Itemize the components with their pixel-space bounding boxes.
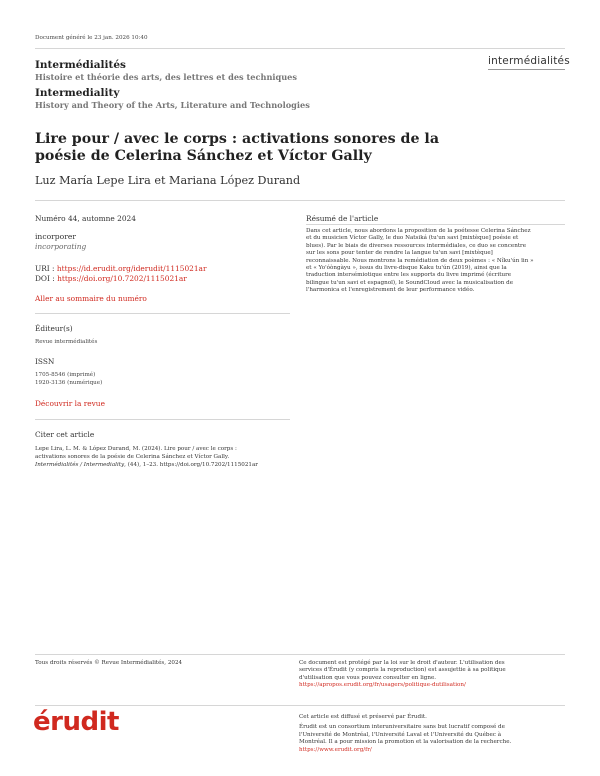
cite-journal: Intermédialités / Intermediality [35, 462, 125, 468]
left-divider-1 [35, 313, 290, 314]
copyright-line: d'utilisation que vous pouvez consulter en ligne. [299, 674, 437, 681]
logo-underline [488, 69, 565, 70]
copyright-line: services d'Érudit (y compris la reproduction) est assujettie à sa politique [299, 667, 506, 674]
uri-label: URI : [35, 264, 57, 273]
abstract-line: blues). Par le biais de diverses ressources intermédiales, ce duo se concentre [306, 242, 527, 249]
cite-line-2: activations sonores de la poésie de Celerina Sánchez et Víctor Gally. [35, 454, 230, 460]
footer-divider-1 [35, 654, 565, 655]
left-divider-2 [35, 419, 290, 420]
copyright-notice [299, 660, 567, 690]
publisher-name: Revue intermédialités [35, 339, 98, 345]
abstract-heading: Résumé de l'article [306, 214, 379, 223]
journal-title-fr: Intermédialités [35, 59, 126, 71]
abstract-line: sur les sons pour tenter de rendre la langue tu'un savi [mixtèque] [306, 250, 493, 257]
abstract-divider [306, 224, 565, 225]
doi-label: DOI : [35, 274, 58, 283]
journal-subtitle-fr: Histoire et théorie des arts, des lettres et des techniques [35, 72, 297, 82]
diffusion-heading: Cet article est diffusé et préservé par Érudit. [299, 714, 427, 720]
theme-en: incorporating [35, 242, 87, 251]
uri-row [35, 264, 207, 273]
discover-link[interactable]: Découvrir la revue [35, 399, 105, 408]
copyright-line: Ce document est protégé par la loi sur le droit d'auteur. L'utilisation des [299, 660, 505, 666]
diffusion-line: l'Université de Montréal, l'Université Laval et l'Université du Québec à [299, 731, 502, 738]
diffusion-block [299, 714, 567, 754]
title-divider [35, 200, 565, 201]
generated-date: Document généré le 23 jan. 2026 10:40 [35, 35, 148, 41]
abstract-line: reconnaissable. Nous montrons la remédiation de deux poèmes : « Nîku'ún ïin » [306, 257, 534, 264]
diffusion-line: Montréal. Il a pour mission la promotion et la valorisation de la recherche. [299, 739, 512, 746]
abstract-line: bilingue tu'un savi et espagnol), le SoundCloud avec la musicalisation de [306, 279, 514, 286]
cite-heading: Citer cet article [35, 430, 95, 439]
abstract-body [306, 228, 568, 295]
publisher-heading: Éditeur(s) [35, 324, 73, 333]
doi-row [35, 274, 187, 283]
issue-number: Numéro 44, automne 2024 [35, 214, 136, 223]
diffusion-line: Érudit est un consortium interuniversitaire sans but lucratif composé de [299, 724, 505, 731]
uri-link[interactable]: https://id.erudit.org/iderudit/1115021ar [56, 264, 207, 273]
journal-subtitle-en: History and Theory of the Arts, Literature and Technologies [35, 100, 310, 110]
summary-link[interactable]: Aller au sommaire du numéro [35, 294, 147, 303]
footer-divider-2 [35, 705, 565, 706]
top-divider [35, 48, 565, 49]
issn-print: 1705-8546 (imprimé) [35, 372, 96, 378]
cite-details: , (44), 1–23. https://doi.org/10.7202/1115021ar [124, 462, 258, 468]
abstract-line: Dans cet article, nous abordons la proposition de la poétesse Celerina Sánchez [306, 228, 531, 234]
journal-title-en: Intermediality [35, 87, 120, 99]
doi-link[interactable]: https://doi.org/10.7202/1115021ar [57, 274, 187, 283]
abstract-line: et « Yo'óòngàyu », issus du livre-disque Kaku tu'ún (2019), ainsi que la [306, 265, 507, 272]
issn-digital: 1920-3136 (numérique) [35, 380, 103, 386]
journal-logo [488, 55, 570, 70]
erudit-site-link[interactable]: https://www.erudit.org/fr/ [299, 746, 372, 753]
article-authors: Luz María Lepe Lira et Mariana López Durand [35, 174, 301, 187]
abstract-line: et du musicien Víctor Gally, le duo Natsiká (tu'un savi [mixtèque] poésie et [306, 235, 519, 242]
cite-line-1: Lepe Lira, L. M. & López Durand, M. (2024). Lire pour / avec le corps : [35, 446, 237, 452]
article-title: Lire pour / avec le corps : activations sonores de la poésie de Celerina Sánchez et Víctor Gally [35, 131, 440, 164]
journal-logo-text: intermédialités [488, 55, 570, 67]
issn-heading: ISSN [35, 357, 55, 366]
theme-fr: incorporer [35, 232, 76, 241]
rights-text: Tous droits réservés © Revue Intermédialités, 2024 [35, 660, 183, 666]
erudit-logo: érudit [33, 707, 119, 737]
abstract-line: traduction intersémiotique entre les supports du livre imprimé (écriture [306, 272, 512, 279]
policy-link[interactable]: https://apropos.erudit.org/fr/usagers/politique-dutilisation/ [299, 682, 466, 689]
abstract-line: l'harmonica et l'enregistrement de leur performance vidéo. [306, 287, 475, 294]
cite-line-3 [35, 462, 258, 469]
